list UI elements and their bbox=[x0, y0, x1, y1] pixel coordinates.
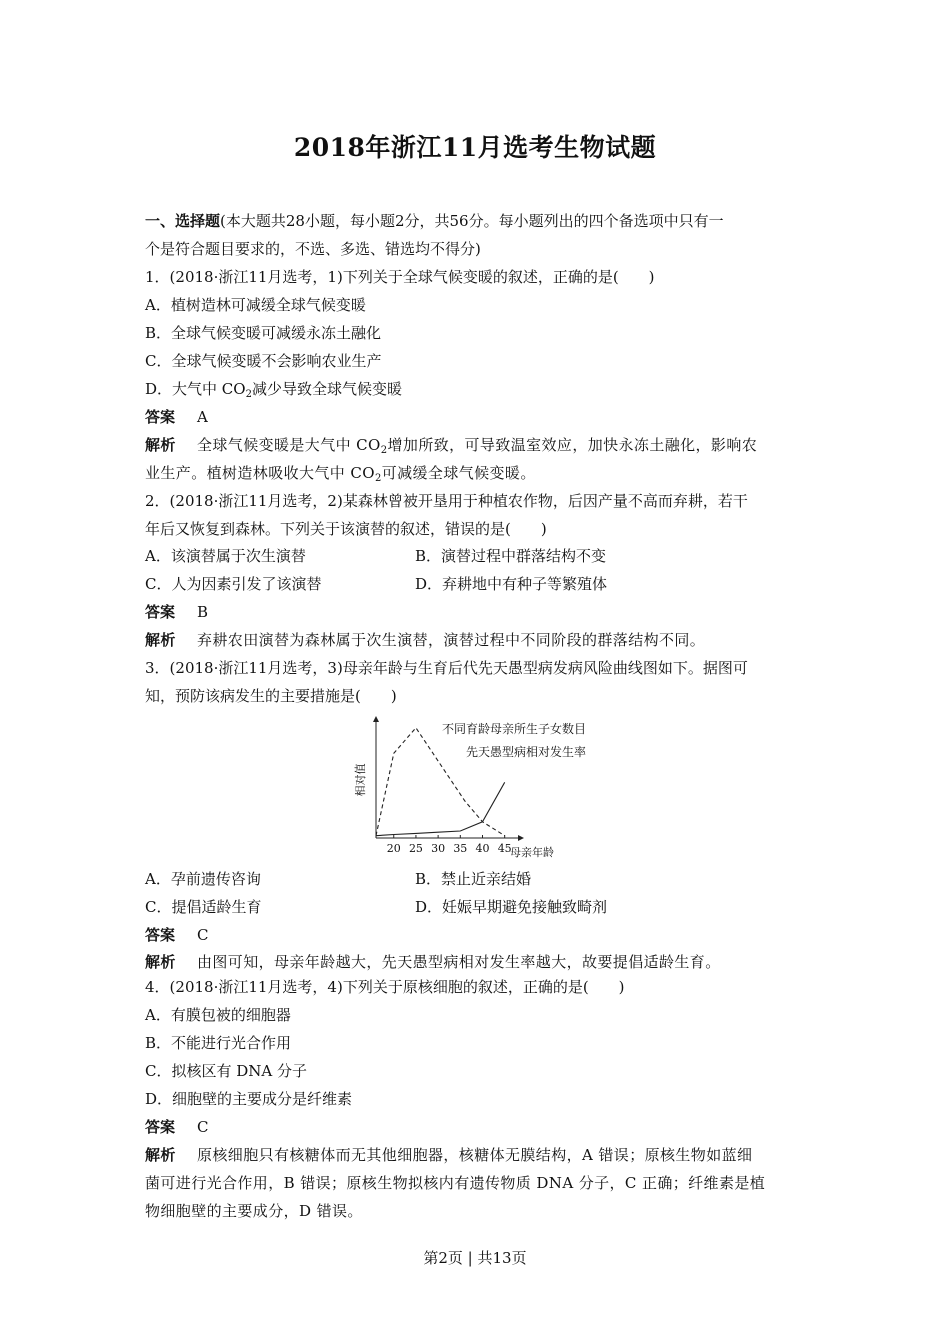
series-line-1 bbox=[376, 728, 505, 836]
q4-stem: 4．(2018·浙江11月选考，4)下列关于原核细胞的叙述，正确的是( ) bbox=[145, 978, 625, 996]
q4-option-b: B．不能进行光合作用 bbox=[145, 1034, 292, 1052]
q4-option-a: A．有膜包被的细胞器 bbox=[145, 1006, 291, 1024]
x-tick-label: 20 bbox=[386, 842, 401, 855]
q2-stem-1: 2．(2018·浙江11月选考，2)某森林曾被开垦用于种植农作物，后因产量不高而弃耕，若干 bbox=[145, 492, 748, 510]
page-title: 2018年浙江11月选考生物试题 bbox=[293, 133, 657, 162]
section-heading: 一、选择题 bbox=[145, 212, 221, 230]
q4-option-d: D．细胞壁的主要成分是纤维素 bbox=[145, 1090, 353, 1108]
q1-option-d: D．大气中 $CO_2$减少导致全球气候变暖 bbox=[145, 380, 402, 400]
q1-analysis-2: 业生产。植树造林吸收大气中 $CO_2$可减缓全球气候变暖。 bbox=[145, 464, 536, 484]
analysis-label: 解析 bbox=[145, 436, 176, 454]
q2-stem-2: 年后又恢复到森林。下列关于该演替的叙述，错误的是( ) bbox=[145, 520, 547, 538]
analysis-label: 解析 bbox=[145, 1146, 176, 1164]
y-axis-arrow bbox=[373, 716, 379, 722]
x-axis-arrow bbox=[518, 835, 524, 841]
analysis-label: 解析 bbox=[145, 953, 176, 971]
q2-option-a: A．该演替属于次生演替 bbox=[145, 547, 306, 565]
q3-option-d: D．妊娠早期避免接触致畸剂 bbox=[415, 898, 608, 916]
answer-label: 答案 bbox=[145, 408, 176, 426]
q3-stem-2: 知，预防该病发生的主要措施是( ) bbox=[145, 687, 397, 705]
q2-analysis: 解析 弃耕农田演替为森林属于次生演替，演替过程中不同阶段的群落结构不同。 bbox=[145, 631, 706, 649]
q2-option-d: D．弃耕地中有种子等繁殖体 bbox=[415, 575, 608, 593]
x-tick-label: 45 bbox=[497, 842, 512, 855]
q3-option-a: A．孕前遗传咨询 bbox=[145, 870, 261, 888]
x-tick-label: 35 bbox=[453, 842, 468, 855]
q2-option-b: B．演替过程中群落结构不变 bbox=[415, 547, 607, 565]
x-tick-label: 25 bbox=[408, 842, 423, 855]
answer-value: C bbox=[197, 1118, 209, 1136]
page-footer: 第2页 | 共13页 bbox=[423, 1249, 527, 1267]
answer-label: 答案 bbox=[145, 1118, 176, 1136]
q4-analysis-1: 解析 原核细胞只有核糖体而无其他细胞器，核糖体无膜结构，A 错误；原核生物如蓝细 bbox=[145, 1146, 753, 1164]
series-line-2 bbox=[376, 782, 505, 835]
q3-analysis: 解析 由图可知，母亲年龄越大，先天愚型病相对发生率越大，故要提倡适龄生育。 bbox=[145, 953, 721, 971]
x-tick-label: 30 bbox=[431, 842, 446, 855]
y-axis-label: 相对值 bbox=[354, 763, 367, 797]
section-desc-1: (本大题共28小题，每小题2分，共56分。每小题列出的四个备选项中只有一 bbox=[220, 212, 724, 230]
age-risk-chart bbox=[352, 716, 592, 864]
q4-option-c: C．拟核区有 DNA 分子 bbox=[145, 1062, 307, 1080]
answer-value: A bbox=[197, 408, 208, 426]
q4-analysis-2: 菌可进行光合作用，B 错误；原核生物拟核内有遗传物质 DNA 分子，C 正确；纤维素是植 bbox=[145, 1174, 766, 1192]
answer-label: 答案 bbox=[145, 926, 176, 944]
q4-analysis-3: 物细胞壁的主要成分，D 错误。 bbox=[145, 1202, 363, 1220]
series-label-1: 不同育龄母亲所生子女数目 bbox=[442, 722, 587, 736]
q4-answer bbox=[145, 1117, 208, 1137]
q1-answer bbox=[145, 407, 208, 427]
q1-option-c: C．全球气候变暖不会影响农业生产 bbox=[145, 352, 382, 370]
section-intro bbox=[145, 211, 724, 231]
x-tick-label: 40 bbox=[475, 842, 490, 855]
answer-value: C bbox=[197, 926, 209, 944]
q1-analysis-1: 解析 全球气候变暖是大气中 $CO_2$增加所致，可导致温室效应，加快永冻土融化，影响农 bbox=[145, 436, 758, 456]
analysis-label: 解析 bbox=[145, 631, 176, 649]
answer-value: B bbox=[197, 603, 209, 621]
q3-option-b: B．禁止近亲结婚 bbox=[415, 870, 532, 888]
q2-option-c: C．人为因素引发了该演替 bbox=[145, 575, 322, 593]
series-label-2: 先天愚型病相对发生率 bbox=[466, 745, 587, 759]
q3-answer bbox=[145, 925, 208, 945]
section-desc-2: 个是符合题目要求的，不选、多选、错选均不得分) bbox=[145, 240, 481, 258]
q1-stem: 1．(2018·浙江11月选考，1)下列关于全球气候变暖的叙述，正确的是( ) bbox=[145, 268, 655, 286]
q3-stem-1: 3．(2018·浙江11月选考，3)母亲年龄与生育后代先天愚型病发病风险曲线图如下。据图可 bbox=[145, 659, 748, 677]
q2-answer bbox=[145, 602, 208, 622]
q3-option-c: C．提倡适龄生育 bbox=[145, 898, 262, 916]
q1-option-a: A．植树造林可减缓全球气候变暖 bbox=[145, 296, 366, 314]
answer-label: 答案 bbox=[145, 603, 176, 621]
x-axis-label: 母亲年龄 bbox=[510, 846, 554, 859]
q1-option-b: B．全球气候变暖可减缓永冻土融化 bbox=[145, 324, 382, 342]
